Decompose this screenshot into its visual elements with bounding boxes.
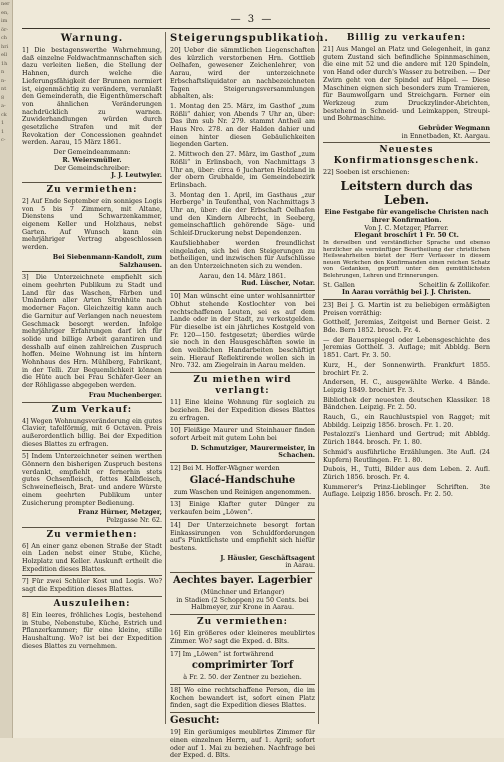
gutter-fragment: ch bbox=[1, 35, 8, 41]
anzeige-11-text: 11] Eine kleine Wohnung für sogleich zu beziehen. Bei der Expedition dieses Blattes zu erfragen. bbox=[170, 398, 315, 422]
divider bbox=[170, 498, 315, 499]
divider bbox=[170, 572, 315, 573]
book-list bbox=[323, 319, 490, 499]
gutter-fragment: 1h bbox=[1, 60, 8, 67]
anzeige-5-text: 5] Indem Unterzeichneter seinen werthen Gönnern den bisherigen Zuspruch bestens verdankt, empfiehlt er fernerhin stets gutes Ochsenfleisch, fettes Kalbfleisch, Schweinefleisch, Brat- und andere Würste einem geehrten Publikum unter Zusicherung prompter Bedienung. bbox=[22, 452, 162, 507]
steigerung-heading: Steigerungspublikation. bbox=[170, 33, 329, 44]
ausleihen-heading: Auszuleihen: bbox=[53, 598, 131, 609]
lagerbier-headline: Aechtes bayer. Lagerbier bbox=[172, 575, 313, 587]
gutter-fragment: hri bbox=[1, 43, 9, 50]
gutter-fragment: ell bbox=[1, 52, 8, 58]
book-entry: Dubois, H., Tutti, Bilder aus dem Leben. 2. Aufl. Zürich 1856. brosch. Fr. 4. bbox=[323, 465, 490, 481]
gutter-fragment: 1 bbox=[1, 128, 5, 135]
divider bbox=[170, 519, 315, 520]
steigerung-intro: 20] Ueber die sämmtlichen Liegenschaften des kürzlich verstorbenen Hrn. Gottlieb Oelhafen, gewesener Zeichenlehrer, von Aarau, wird der unterzeichnete Erbschaftsliquidator an nachbezeichneten Tagen Steigerungsversammlungen abhalten, als: bbox=[170, 46, 315, 101]
leitstern-author: Von J. C. Metzger, Pfarrer. bbox=[364, 223, 449, 232]
verkauf-text: 4] Wegen Wohnungsveränderung ein gutes Clavier, tafelförmig, mit 6 Octaven. Preis außerordentlich billig. Bei der Expedition dieses Blattes zu erfragen. bbox=[22, 416, 162, 448]
gesucht-headline: Gesucht: bbox=[170, 715, 220, 727]
book-entry: Rauch, G., ein Rauchlustspiel von Ragget; mit Abbildg. Leipzig 1856. brosch. Fr. 1. 20. bbox=[323, 413, 490, 429]
anzeige-14-signature-1: J. Häusler, Geschäftsagent bbox=[220, 553, 315, 562]
vermiethen-text-2: 6] An einer ganz ebenen Straße der Stadt ein Laden nebst einer Stube, Küche, Holzplatz und Keller. Auskunft ertheilt die Expedition dieses Blattes. bbox=[22, 541, 162, 573]
gutter-fragment: n- bbox=[1, 77, 6, 84]
adjacent-page-gutter bbox=[0, 0, 13, 738]
column-3 bbox=[323, 32, 490, 501]
anzeige-10b-text: 10] Fleißige Maurer und Steinhauer finden sofort Arbeit mit gutem Lohn bei bbox=[170, 426, 315, 442]
steigerung-item-3: 3. Montag den 1. April, im Gasthaus „zur Herberge“ in Teufenthal, von Nachmittags 3 Uhr an, über: die der Erbschaft Oelhafen und den Kindern Albrecht, in Seeberg, gemeinschaftlich gehörende Säge- und Schleif-Druckerung nebst Dependenzen. bbox=[170, 190, 315, 238]
lagerbier-text: in Stadien (2 Schoppen) zu 50 Cents. bei Halbmeyer, zur Krone in Aarau. bbox=[176, 595, 309, 612]
divider bbox=[22, 402, 162, 403]
divider bbox=[170, 648, 315, 649]
anzeige-3-text: 3] Die Unterzeichnete empfiehlt sich einem geehrten Publikum zu Stadt und Land für das Waschen, Färben und Umändern aller Arten Strohhüte nach moderner Façon. Gleichzeitig kann auch die Garnitur auf Verlangen nach neuestem Geschmack besorgt werden. Infolge mehrjähriger Erfahrungen darf ich für solide und billige Arbeit garantiren und desshalb auf einen zahlreichen Zuspruch hoffen. Meine Wohnung ist im hintern Wohnhaus des Hrn. Mühlberg, Fabrikant, in der Telli. Zur Bequemlichkeit können die Hüte auch bei Frau Schäfer-Geer an der Röhligasse abgegeben werden. bbox=[22, 273, 162, 390]
gutter-fragment: c- bbox=[1, 137, 6, 143]
leitstern-place: St. Gallen bbox=[323, 280, 355, 289]
column-rule-2 bbox=[318, 32, 319, 724]
anzeige-23-intro: 23] Bei J. G. Martin ist zu beliebigen ermäßigten Preisen vorräthig: bbox=[323, 300, 490, 317]
book-entry: — der Bauernspiegel oder Lebensgeschichte des Jeremias Gotthelf. 3. Auflage; mit Abbldg. Bern 1851. Cart. Fr. 3. 50. bbox=[323, 335, 490, 360]
lagerbier-subline: (Münchner und Erlanger) bbox=[200, 588, 285, 597]
warnung-signature-2: R. Weiersmüller. bbox=[62, 155, 122, 164]
vermiethen-heading-2: Zu vermiethen: bbox=[46, 529, 138, 540]
steigerung-item-2: 2. Mittwoch den 27. März, im Gasthof „zum Rößli“ in Erlinsbach, von Nachmittags 3 Uhr an, über: circa 6 Jucharten Holzland in der obern Grubhalde, im Gemeindebezirk Erlinsbach. bbox=[170, 150, 315, 189]
book-entry: Schmid's ausführliche Erzählungen. 3te Aufl. (24 Kupfern) Reutlingen. Fr. 1. 80. bbox=[323, 447, 490, 464]
steigerung-item-1: 1. Montag den 25. März, im Gasthof „zum Rößli“ dahier, von Abends 7 Uhr an, über: Das ihm sub Nr. 279. stammt Antheil am Haus Nro. 278. an der Halden dahier und einen hinter diesen Gebäulichkeiten liegenden Garten. bbox=[170, 101, 315, 149]
gutter-fragment: a- bbox=[1, 103, 6, 109]
gutter-fragment: im bbox=[1, 18, 8, 24]
anzeige-14-text: 14] Der Unterzeichnete besorgt fortan Einkassirungen von Schuldforderungen auf's Pünktlichste und empfiehlt sich hiefür bestens. bbox=[170, 520, 315, 552]
divider bbox=[170, 372, 315, 373]
steigerung-date: Aarau, den 14. März 1861. bbox=[199, 271, 286, 280]
leitstern-text: In derselben und verständlicher Sprache und ebenso herzlicher als vernünftiger Beurtheilung der christlichen Heilswahrheiten bietet der Herr Verfasser in diesem neuen Werkchen den Konfirmanden einen reichen Schatz von Gedanken, geprüft unter den gemüthlichsten Belehrungen, Lehren und Erinnerungen. bbox=[323, 239, 490, 279]
anzeige-16-text: 16] Ein größeres oder kleineres meublirtes Zimmer. Wo? sagt die Exped. d. Blts. bbox=[170, 629, 315, 645]
billig-signature-2: in Ennetbaden, Kt. Aargau. bbox=[401, 131, 490, 140]
anzeige-10-text: 10] Man wünscht eine unter wohlsannirtter Obhut stehende Kostlochter von bei rechtschaffenen Leuten, sei es auf dem Lande oder in der Stadt, zu verkostgelden. Für dieselbe ist ein jährliches Kostgeld von Fr. 120—150. festgesetzt; überdies würde sie noch in den Hausgeschäften sowie in den weiblichen Handarbeiten beschäftigt sein. Hierauf Reflektirende wollen sich in Nro. 732. am Ziegelrain in Aarau melden. bbox=[170, 292, 315, 370]
warnung-signature-4: J. J. Leutwyler. bbox=[111, 171, 162, 180]
gutter-fragment: 1 bbox=[1, 120, 5, 126]
ausleihen-text: 8] Ein leeres, fröhliches Logis, bestehend in Stube, Nebenstube, Küche, Estrich und Pflanzerkammer; für eine kleine, stille Haushaltung. Wo? ist bei der Expedition dieses Blattes zu vernehmen. bbox=[22, 610, 162, 650]
billig-text: 21] Aus Mangel an Platz und Gelegenheit, in ganz gutem Zustand sich befindliche Spinnmaschinen, die eine mit 52 und die andere mit 120 Spindeln, von Hand oder durch's Wasser zu betreiben. — Der Zwirn geht von der Spindel auf Häpel. — Diese Maschinen eignen sich besonders zum Tramieren, für Baumwollgarn und Streichgarn. Ferner ein Werkzeug zum Druckzylinder-Abrichten, bestehend in Schneid- und Leimkappen, Streupi- und Bohrmaschine. bbox=[323, 45, 490, 123]
vermiethen-heading-1: Zu vermiethen: bbox=[46, 184, 138, 195]
gutter-fragment: ör- bbox=[1, 26, 9, 33]
book-entry: Kummerer's Prinz-Lieblinger Schriften. 3te Auflage. Leipzig 1856. brosch. Fr. 2. 50. bbox=[323, 482, 490, 499]
divider bbox=[170, 684, 315, 685]
vermiethen-signature-1: Bei Siebenmann-Kandolt, zum Salzhausen. bbox=[52, 252, 162, 269]
gutter-fragment: ner bbox=[1, 1, 10, 7]
divider bbox=[22, 596, 162, 597]
top-rule bbox=[22, 28, 490, 29]
divider bbox=[22, 527, 162, 528]
konfirmation-intro: 22] Soeben ist erschienen: bbox=[323, 168, 410, 177]
column-rule-1 bbox=[165, 32, 166, 724]
gutter-fragment: 8 bbox=[1, 94, 5, 101]
column-1 bbox=[22, 32, 162, 652]
page-number: — 3 — bbox=[230, 14, 274, 25]
gutter-fragment: n bbox=[1, 69, 5, 75]
anzeige-5-signature-2: Pelzgasse Nr. 62. bbox=[106, 515, 162, 524]
warnung-text: 1] Die bestagenswerthe Wahrnehmung, daß einzelne Feldwachtmannschaften sich dazu verleiten ließen, die Stellung der Hahnen, durch welche die Lieferungsfähigkeit der Brunnen normiert ist, eigenmächtig zu verändern, veranlaßt den Gemeinderath, die Eigenthümerschaft von ähnlichen Veränderungen nachdrücklich zu warnen. Zuwiderhandlungen würden durch gesetzliche Strafen und mit der Revokation der Concessionen geahndet werden. Aarau, 15 März 1861. bbox=[22, 46, 162, 147]
divider bbox=[22, 182, 162, 183]
anzeige-17-text: 17] Im „Löwen“ ist fortwährend bbox=[170, 649, 274, 658]
divider bbox=[170, 614, 315, 615]
billig-signature-1: Gebrüder Wegmann bbox=[418, 124, 490, 133]
gesucht-miethe-heading: Zu miethen wird verlangt: bbox=[193, 375, 292, 397]
divider bbox=[170, 712, 315, 713]
anzeige-14-signature-2: in Aarau. bbox=[285, 561, 315, 570]
leitstern-publisher: Scheitlin & Zollikofer. bbox=[418, 280, 490, 289]
divider bbox=[22, 450, 162, 451]
warnung-heading: Warnung. bbox=[60, 33, 124, 44]
leitstern-headline: Leitstern durch das Leben. bbox=[340, 179, 473, 208]
anzeige-12-tail: zum Waschen und Reinigen angenommen. bbox=[173, 487, 312, 496]
divider bbox=[323, 299, 490, 300]
anzeige-18-text: 18] Wo eine rechtschaffene Person, die im Kochen bewandert ist, sofort einen Platz finden, sagt die Expedition dieses Blattes. bbox=[170, 686, 315, 710]
book-entry: Bibliothek der neuesten deutschen Klassiker. 18 Bändchen. Leipzig. Fr. 2. 50. bbox=[323, 395, 490, 412]
vermiethen-text-1: 2] Auf Ende September ein sonniges Logis von 5 bis 7 Zimmern, mit Altane, Dienstens und Schwarzenkammer, eigenem Keller und Holzhaus, nebst Garten. Auf Wunsch kann ein mehrjähriger Vertrag abgeschlossen werden. bbox=[22, 196, 162, 252]
warnung-signature-1: Der Gemeindeammann: bbox=[53, 148, 131, 157]
gutter-fragment: en, bbox=[1, 9, 9, 16]
leitstern-price: Elegant broschirt 1 Fr. 50 Ct. bbox=[354, 231, 459, 240]
anzeige-5-signature-1: Franz Hürner, Metzger, bbox=[78, 508, 162, 517]
divider bbox=[170, 462, 315, 463]
anzeige-12-text: 12] Bei M. Hoffer-Wägner werden bbox=[170, 464, 280, 473]
billig-heading: Billig zu verkaufen: bbox=[346, 33, 467, 43]
verkauf-heading: Zum Verkauf: bbox=[51, 404, 133, 415]
book-entry: Pestalozzi's Lienhard und Gertrud; mit Abbldg. Zürich 1844. brosch. Fr. 1. 80. bbox=[323, 430, 490, 447]
leitstern-stockist: In Aarau vorräthig bei J. J. Christen. bbox=[341, 288, 472, 297]
steigerung-signature: Rud. Lüscher, Notar. bbox=[241, 279, 315, 288]
anzeige-7-text: 7] Für zwei Schüler Kost und Logis. Wo? sagt die Expedition dieses Blattes. bbox=[22, 577, 162, 594]
divider bbox=[22, 575, 162, 576]
warnung-signature-3: Der Gemeindschreiber: bbox=[54, 163, 130, 172]
book-entry: Kurz, H., der Sonnenwirth. Frankfurt 1855. brochirt Fr. 2. bbox=[323, 360, 490, 377]
glace-handschuhe-headline: Glacé-Handschuhe bbox=[189, 474, 296, 486]
konfirmation-heading: Neuestes Konfirmationsgeschenk. bbox=[333, 145, 480, 167]
anzeige-19-text: 19] Ein geräumiges meublirtes Zimmer für einen einzelnen Herrn, auf 1. April; sofort oder auf 1. Mai zu beziehen. Nachfrage bei der Exped. d. Blts. bbox=[170, 728, 315, 760]
divider bbox=[22, 271, 162, 272]
anzeige-13-text: 13] Einige Klafter guter Dünger zu verkaufen beim „Löwen“. bbox=[170, 500, 315, 517]
book-entry: Andersen, H. C., ausgewählte Werke. 4 Bände. Leipzig 1849. brochirt Fr. 3. bbox=[323, 378, 490, 394]
divider bbox=[170, 424, 315, 425]
column-2 bbox=[170, 32, 329, 762]
leitstern-subtitle: Eine Festgabe für evangelische Christen nach ihrer Konfirmation. bbox=[324, 208, 489, 224]
gutter-fragment: ck bbox=[1, 111, 7, 118]
torf-tail: à Fr. 2. 50. der Zentner zu beziehen. bbox=[183, 673, 302, 682]
gutter-fragment: nt bbox=[1, 86, 7, 92]
anzeige-3-signature: Frau Muchenberger. bbox=[88, 390, 162, 399]
vermiethen-heading-3: Zu vermiethen: bbox=[197, 617, 288, 628]
book-entry: Gotthelf, Jeremias, Zeitgeist und Berner Geist. 2 Bde. Bern 1852. brosch. Fr. 4. bbox=[323, 318, 490, 335]
anzeige-10b-signature: D. Schmutziger, Maurermeister, in Schachen. bbox=[190, 443, 315, 460]
divider bbox=[170, 290, 315, 291]
divider bbox=[323, 142, 490, 143]
torf-headline: comprimirter Torf bbox=[191, 660, 294, 672]
steigerung-outro: Kaufsliebhaber werden freundlichst eingeladen, sich bei den Steigerungen zu betheiligen, und inzwischen für Aufschlüsse an den Unterzeichneten sich zu wenden. bbox=[170, 238, 315, 270]
